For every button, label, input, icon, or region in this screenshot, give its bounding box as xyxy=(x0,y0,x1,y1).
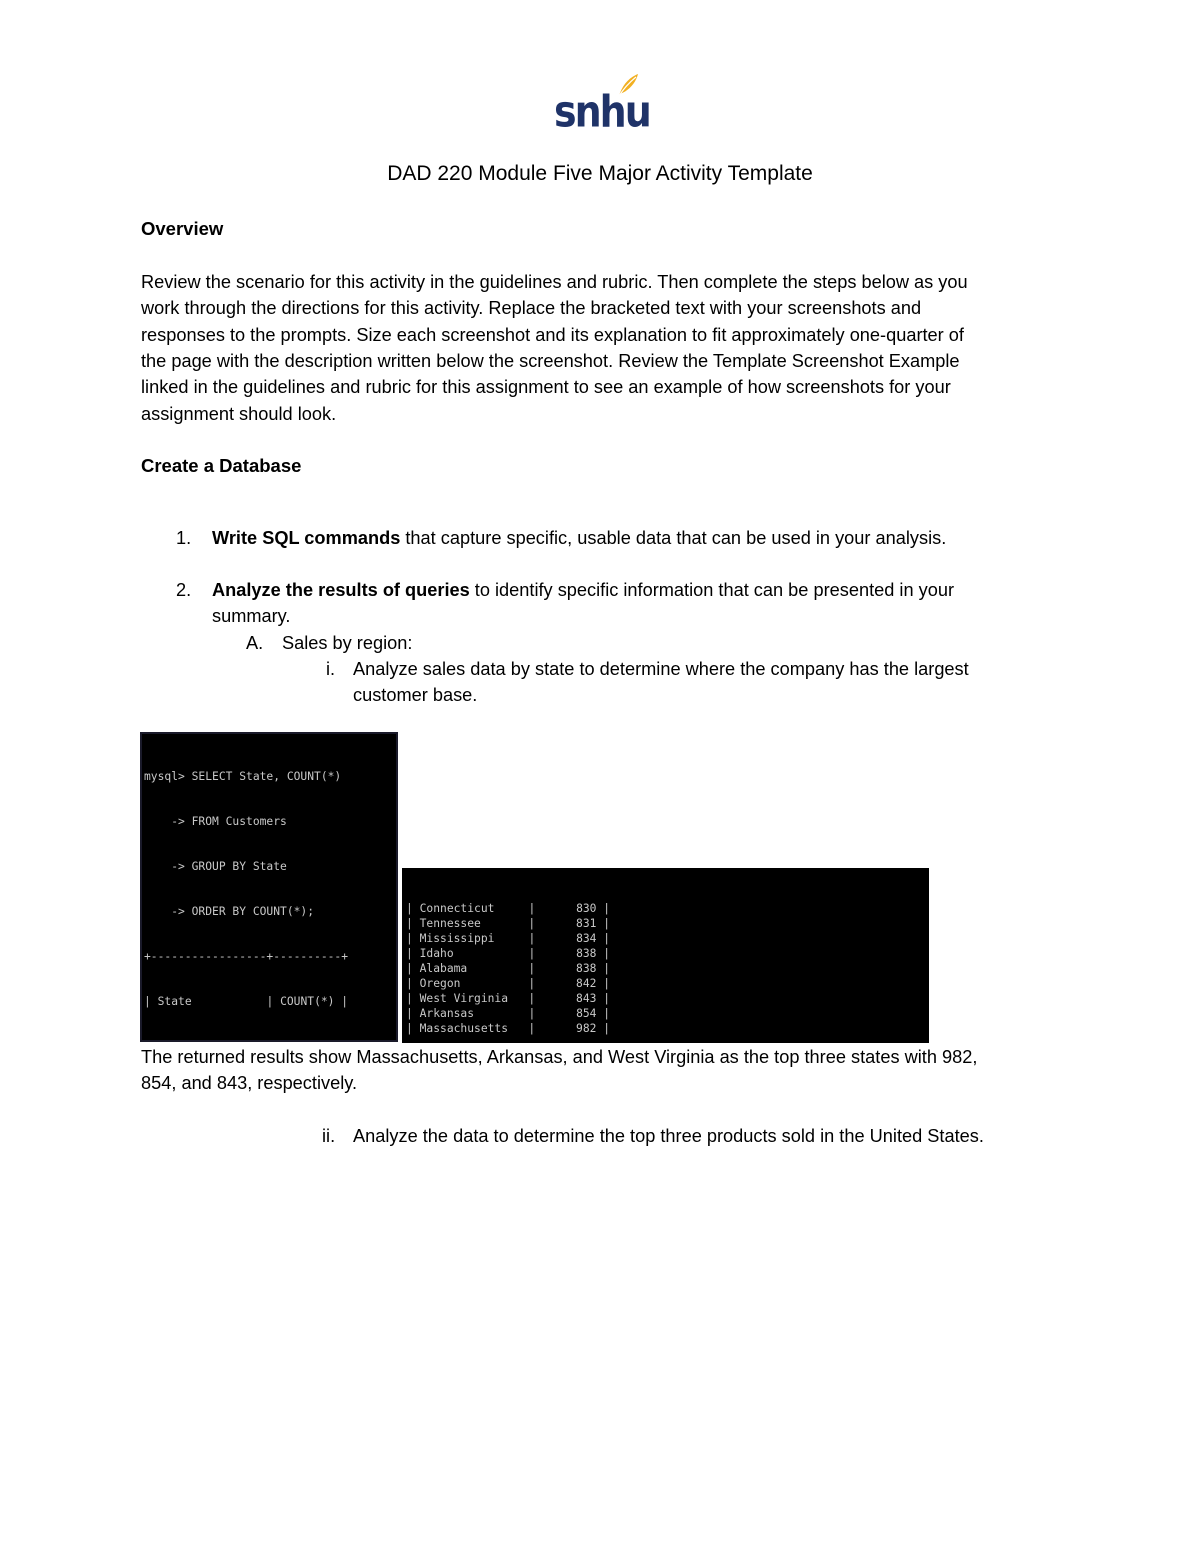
table-row: | Connecticut | 830 | xyxy=(406,902,611,915)
state-cell: Massachusetts xyxy=(419,1022,509,1035)
count-cell: 831 xyxy=(576,917,597,930)
list-item-step1 xyxy=(212,525,946,551)
table-row: | Arkansas | 854 | xyxy=(406,1007,611,1020)
terminal-screenshot-query xyxy=(140,732,398,1042)
result-rows-right xyxy=(406,901,929,1036)
overview-line: responses to the prompts. Size each screenshot and its explanation to fit approximately one-quarter of xyxy=(141,325,964,345)
count-cell: 854 xyxy=(576,1007,597,1020)
sub-item-i-line2: customer base. xyxy=(353,685,478,705)
header-count: COUNT(*) xyxy=(280,995,335,1008)
state-cell: Connecticut xyxy=(419,902,495,915)
list-number: 2. xyxy=(176,580,192,600)
result-description-line2: 854, and 843, respectively. xyxy=(141,1073,358,1093)
table-row: | Tennessee | 831 | xyxy=(406,917,611,930)
snhu-logo xyxy=(554,72,650,137)
table-row: | West Virginia | 843 | xyxy=(406,992,611,1005)
overview-line: assignment should look. xyxy=(141,404,337,424)
header-state: State xyxy=(157,995,192,1008)
table-row: | Oregon | 842 | xyxy=(406,977,611,990)
list-item-step2 xyxy=(212,577,954,603)
table-row: | Idaho | 838 | xyxy=(406,947,611,960)
overview-line: linked in the guidelines and rubric for this assignment to see an example of how screenshots for your xyxy=(141,377,951,397)
state-cell: Mississippi xyxy=(419,932,495,945)
list-letter: A. xyxy=(246,633,264,653)
state-cell: Arkansas xyxy=(419,1007,475,1020)
sql-line: -> FROM Customers xyxy=(144,815,287,828)
overview-heading: Overview xyxy=(141,218,224,239)
sql-line: mysql> SELECT State, COUNT(*) xyxy=(144,770,342,783)
sql-line: -> GROUP BY State xyxy=(144,860,287,873)
overview-line: work through the directions for this activity. Replace the bracketed text with your screenshots and xyxy=(141,298,922,318)
list-number: 1. xyxy=(176,528,192,548)
sub-item-a: Sales by region: xyxy=(282,633,413,653)
step1-text: that capture specific, usable data that can be used in your analysis. xyxy=(400,528,947,548)
table-row: | Alabama | 838 | xyxy=(406,962,611,975)
table-row: | Massachusetts | 982 | xyxy=(406,1022,611,1035)
state-cell: Tennessee xyxy=(419,917,481,930)
count-cell: 843 xyxy=(576,992,597,1005)
result-description: The returned results show Massachusetts, Arkansas, and West Virginia as the top three states with 982, xyxy=(141,1047,978,1067)
sub-item-ii: Analyze the data to determine the top three products sold in the United States. xyxy=(353,1126,984,1146)
step2-text: to identify specific information that can be presented in your xyxy=(469,580,954,600)
table-border xyxy=(144,1039,396,1042)
count-cell: 842 xyxy=(576,977,597,990)
step2-line2: summary. xyxy=(212,606,291,626)
table-header: | State | COUNT(*) | xyxy=(144,995,349,1008)
logo-text: snhu xyxy=(554,86,650,137)
sub-item-i: Analyze sales data by state to determine where the company has the largest xyxy=(353,659,969,679)
count-cell: 838 xyxy=(576,962,597,975)
count-cell: 982 xyxy=(576,1022,597,1035)
table-row: | Mississippi | 834 | xyxy=(406,932,611,945)
overview-line: Review the scenario for this activity in the guidelines and rubric. Then complete the steps below as you xyxy=(141,272,968,292)
step1-bold: Write SQL commands xyxy=(212,528,401,548)
list-roman: ii. xyxy=(322,1126,336,1146)
state-cell: Alabama xyxy=(419,962,468,975)
document-title: DAD 220 Module Five Major Activity Template xyxy=(387,162,813,185)
state-cell: West Virginia xyxy=(419,992,509,1005)
count-cell: 834 xyxy=(576,932,597,945)
count-cell: 838 xyxy=(576,947,597,960)
sql-line: -> ORDER BY COUNT(*); xyxy=(144,905,315,918)
table-border: +-----------------+----------+ xyxy=(144,950,349,963)
create-database-heading: Create a Database xyxy=(141,455,302,476)
list-roman: i. xyxy=(326,659,336,679)
overview-line: the page with the description written below the screenshot. Review the Template Screenshot Example xyxy=(141,351,960,371)
step2-bold: Analyze the results of queries xyxy=(212,580,470,600)
state-cell: Idaho xyxy=(419,947,454,960)
state-cell: Oregon xyxy=(419,977,461,990)
terminal-screenshot-results xyxy=(402,868,929,1043)
count-cell: 830 xyxy=(576,902,597,915)
